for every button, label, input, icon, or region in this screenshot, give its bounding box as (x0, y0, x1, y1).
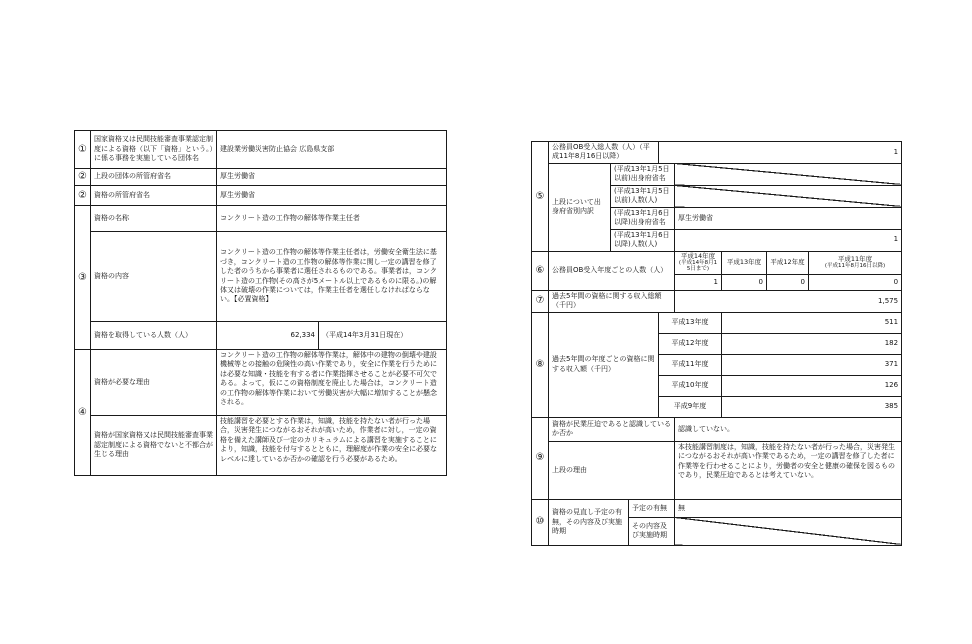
breakdown-sub-value: 厚生労働省 (675, 207, 902, 229)
row-number: ⑦ (532, 290, 549, 312)
row-number: ② (75, 169, 91, 186)
right-row-ob-yearly-header (532, 251, 902, 274)
ob-year-value: 0 (722, 274, 767, 290)
review-detail-value (675, 517, 902, 545)
qual-content-value: コンクリート造の工作物の解体等作業主任者は，労働安全衛生法に基づき，コンクリート造の工作物の解体等作業に関し一定の講習を修了した者のうちから事業者に選任されるものである。事業者は，コンクリート造の工作物(その高さが5メートル以上であるものに限る。)の解体又は破壊の作業については，作業主任者を選任しなければならない。【必置資格】 (217, 232, 447, 322)
holders-count: 62,334 (217, 322, 319, 350)
right-row-ob-total (532, 142, 902, 164)
ob-year-header: 平成11年度 (平成11年8月16日以降) (809, 251, 902, 274)
competition-label: 資格が民業圧迫であると認識しているか否か (549, 417, 675, 441)
breakdown-sub-label: (平成13年1月6日以降)出身府省名 (611, 207, 675, 229)
left-row-org (75, 131, 447, 169)
left-document-table (74, 130, 447, 476)
row-number: ⑨ (532, 417, 549, 499)
ob-year-value: 0 (809, 274, 902, 290)
national-reason-label: 資格が国家資格又は民間技能審査事業認定制度による資格でないと不都合が生じる理由 (91, 416, 217, 476)
left-row-qual-content (75, 232, 447, 322)
income-year-value: 126 (722, 375, 902, 396)
breakdown-sub-label: (平成13年1月5日以前)出身府省名 (611, 163, 675, 185)
ministry-breakdown-label: 上段について出身府省別内訳 (549, 163, 611, 251)
breakdown-sub-value: 1 (675, 229, 902, 251)
breakdown-sub-value (675, 185, 902, 207)
income-year-value: 371 (722, 354, 902, 375)
left-row-holders (75, 322, 447, 350)
row-number: ③ (75, 206, 91, 350)
left-row-qual-ministry (75, 186, 447, 206)
national-reason-value: 技能講習を必要とする作業は，知識，技能を持たない者が行った場合，災害発生につながるおそれが高いため，作業者に対し，一定の資格を備えた講師及び一定のカリキュラムによる講習を実施することにより，知識，技能を付与するとともに，理解度が作業の安全に必要なレベルに達しているか否かの確認を行う必要があるため。 (217, 416, 447, 476)
review-plan-label: 予定の有無 (629, 499, 675, 517)
income-total-label: 過去5年間の資格に関する収入総額（千円） (549, 290, 675, 312)
competition-value: 認識していない。 (675, 417, 902, 441)
need-reason-label: 資格が必要な理由 (91, 350, 217, 416)
qual-ministry-label: 資格の所管府省名 (91, 186, 217, 206)
income-year-label: 平成10年度 (659, 375, 722, 396)
left-row-qual-name (75, 206, 447, 232)
review-detail-label: その内容及び実施時期 (629, 517, 675, 545)
breakdown-sub-label: (平成13年1月5日以前)人数(人) (611, 185, 675, 207)
ob-year-value: 1 (675, 274, 722, 290)
org-value: 建設業労働災害防止協会 広島県支部 (217, 131, 447, 169)
qual-ministry-value: 厚生労働省 (217, 186, 447, 206)
need-reason-value: コンクリート造の工作物の解体等作業は，解体中の建物の倒壊や建設機械等との接触の危険性の高い作業であり，安全に作業を行うためには必要な知識・技能を有する者に作業指揮させることが必要不可欠である。よって，仮にこの資格制度を廃止した場合は，コンクリート造の工作物の解体等作業において労働災害が大幅に増加することが懸念される。 (217, 350, 447, 416)
right-row-competition (532, 417, 902, 441)
qual-name-label: 資格の名称 (91, 206, 217, 232)
row-number: ④ (75, 350, 91, 476)
right-document-table (531, 141, 902, 546)
row-number: ② (75, 186, 91, 206)
income-year-value: 385 (722, 396, 902, 417)
competition-reason-label: 上段の理由 (549, 441, 675, 499)
income-year-row (532, 312, 902, 333)
row-number: ⑩ (532, 499, 549, 545)
right-row-competition-reason (532, 441, 902, 499)
qual-content-label: 資格の内容 (91, 232, 217, 322)
ob-year-header: 平成12年度 (767, 251, 809, 274)
org-ministry-value: 厚生労働省 (217, 169, 447, 186)
breakdown-sub-value (675, 163, 902, 185)
org-label: 国家資格又は民間技能審査事業認定制度による資格（以下「資格」という。）に係る事務を実施している団体名 (91, 131, 217, 169)
competition-reason-value: 本技能講習制度は，知識，技能を持たない者が行った場合，災害発生につながるおそれが高い作業であるため，一定の講習を修了した者に作業等を行わせることにより，労働者の安全と健康の確保を図るものであり，民業圧迫であるとは考えていない。 (675, 441, 902, 499)
income-yearly-label: 過去5年間の年度ごとの資格に関する収入額（千円） (549, 312, 659, 417)
holders-label: 資格を取得している人数（人） (91, 322, 217, 350)
income-year-label: 平成12年度 (659, 333, 722, 354)
ob-year-header: 平成14年度 (平成14年8月15日まで) (675, 251, 722, 274)
row-number: ⑥ (532, 251, 549, 290)
income-year-value: 511 (722, 312, 902, 333)
row-number: ⑤ (532, 142, 549, 252)
left-row-org-ministry (75, 169, 447, 186)
ministry-breakdown-row (532, 163, 902, 185)
left-row-need-reason (75, 350, 447, 416)
row-number: ① (75, 131, 91, 169)
ob-year-value: 0 (767, 274, 809, 290)
income-year-label: 平成13年度 (659, 312, 722, 333)
holders-note: （平成14年3月31日現在） (319, 322, 447, 350)
left-row-national-reason (75, 416, 447, 476)
right-row-income-total (532, 290, 902, 312)
breakdown-sub-label: (平成13年1月6日以降)人数(人) (611, 229, 675, 251)
row-number: ⑧ (532, 312, 549, 417)
income-total-value: 1,575 (675, 290, 902, 312)
ob-total-value: 1 (659, 142, 902, 164)
qual-name-value: コンクリート造の工作物の解体等作業主任者 (217, 206, 447, 232)
org-ministry-label: 上段の団体の所管府省名 (91, 169, 217, 186)
review-label: 資格の見直し予定の有無，その内容及び実施時期 (549, 499, 629, 545)
ob-total-label: 公務員OB受入総人数（人）（平成11年8月16日以降） (549, 142, 659, 164)
income-year-value: 182 (722, 333, 902, 354)
review-plan-value: 無 (675, 499, 902, 517)
right-row-review-plan (532, 499, 902, 517)
income-year-label: 平成11年度 (659, 354, 722, 375)
ob-yearly-label: 公務員OB受入年度ごとの人数（人） (549, 251, 675, 290)
income-year-label: 平成9年度 (659, 396, 722, 417)
ob-year-header: 平成13年度 (722, 251, 767, 274)
